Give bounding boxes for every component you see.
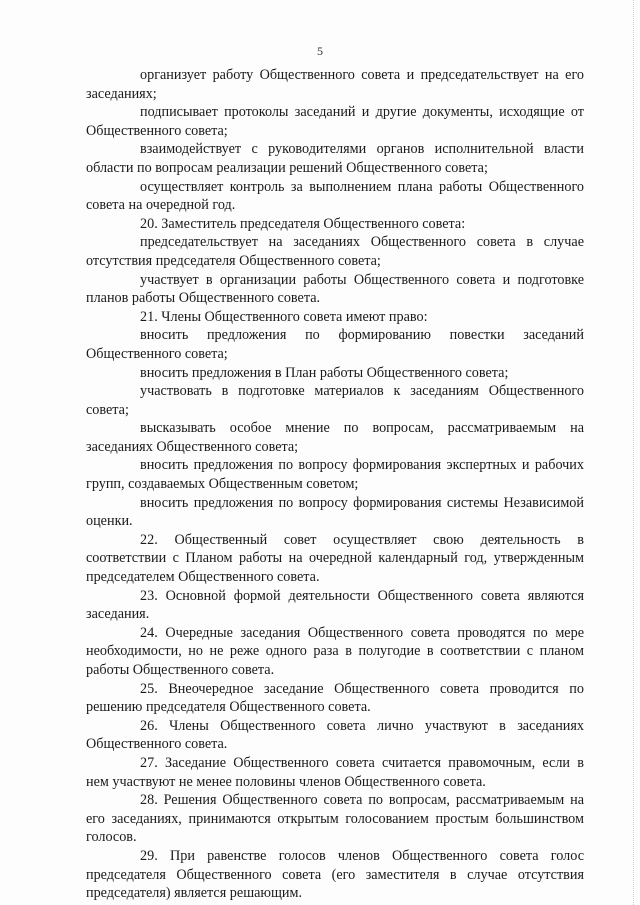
paragraph: вносить предложения по вопросу формирования экспертных и рабочих групп, создаваемых Общественным советом; xyxy=(86,457,584,493)
paragraph: председательствует на заседаниях Общественного совета в случае отсутствия председателя Общественного совета; xyxy=(86,234,584,269)
paragraph: 29. При равенстве голосов членов Общественного совета голос председателя Общественного совета (его заместителя в случае отсутствия председателя) является решающим. xyxy=(86,847,584,902)
paragraph: 23. Основной формой деятельности Общественного совета являются заседания. xyxy=(86,587,584,623)
page-number: 5 xyxy=(317,44,323,58)
paragraph: участвует в организации работы Общественного совета и подготовке планов работы Общественного совета. xyxy=(86,271,584,307)
paragraph: вносить предложения в План работы Общественного совета; xyxy=(140,364,509,381)
document-body xyxy=(86,66,584,903)
paragraph: высказывать особое мнение по вопросам, рассматриваемым на заседаниях Общественного совета; xyxy=(86,420,584,455)
paragraph: вносить предложения по вопросу формирования системы Независимой оценки. xyxy=(86,494,584,530)
paragraph: 21. Члены Общественного совета имеют право: xyxy=(140,308,428,325)
paragraph: организует работу Общественного совета и председательствует на его заседаниях; xyxy=(86,67,584,102)
paragraph: 24. Очередные заседания Общественного совета проводятся по мере необходимости, но не реже одного раза в полугодие в соответствии с планом работы Общественного совета. xyxy=(86,624,584,678)
paragraph: осуществляет контроль за выполнением плана работы Общественного совета на очередной год. xyxy=(86,178,584,214)
paragraph: взаимодействует с руководителями органов исполнительной власти области по вопросам реализации решений Общественного совета; xyxy=(86,141,584,176)
paragraph: 27. Заседание Общественного совета считается правомочным, если в нем участвуют не менее половины членов Общественного совета. xyxy=(86,754,584,790)
paragraph: вносить предложения по формированию повестки заседаний Общественного совета; xyxy=(86,327,584,362)
paragraph: участвовать в подготовке материалов к заседаниям Общественного совета; xyxy=(86,383,584,418)
paragraph: 28. Решения Общественного совета по вопросам, рассматриваемым на его заседаниях, принимаются открытым голосованием простым большинством голосов. xyxy=(86,792,584,846)
paragraph: 26. Члены Общественного совета лично участвуют в заседаниях Общественного совета. xyxy=(86,717,584,753)
paragraph: подписывает протоколы заседаний и другие документы, исходящие от Общественного совета; xyxy=(86,104,584,139)
paragraph: 20. Заместитель председателя Общественного совета: xyxy=(140,215,466,232)
paragraph: 22. Общественный совет осуществляет свою деятельность в соответствии с Планом работы на очередной календарный год, утвержденным председателем Общественного совета. xyxy=(86,531,584,586)
paragraph: 25. Внеочередное заседание Общественного совета проводится по решению председателя Общественного совета. xyxy=(86,680,584,716)
scan-edge-divider xyxy=(632,0,634,905)
